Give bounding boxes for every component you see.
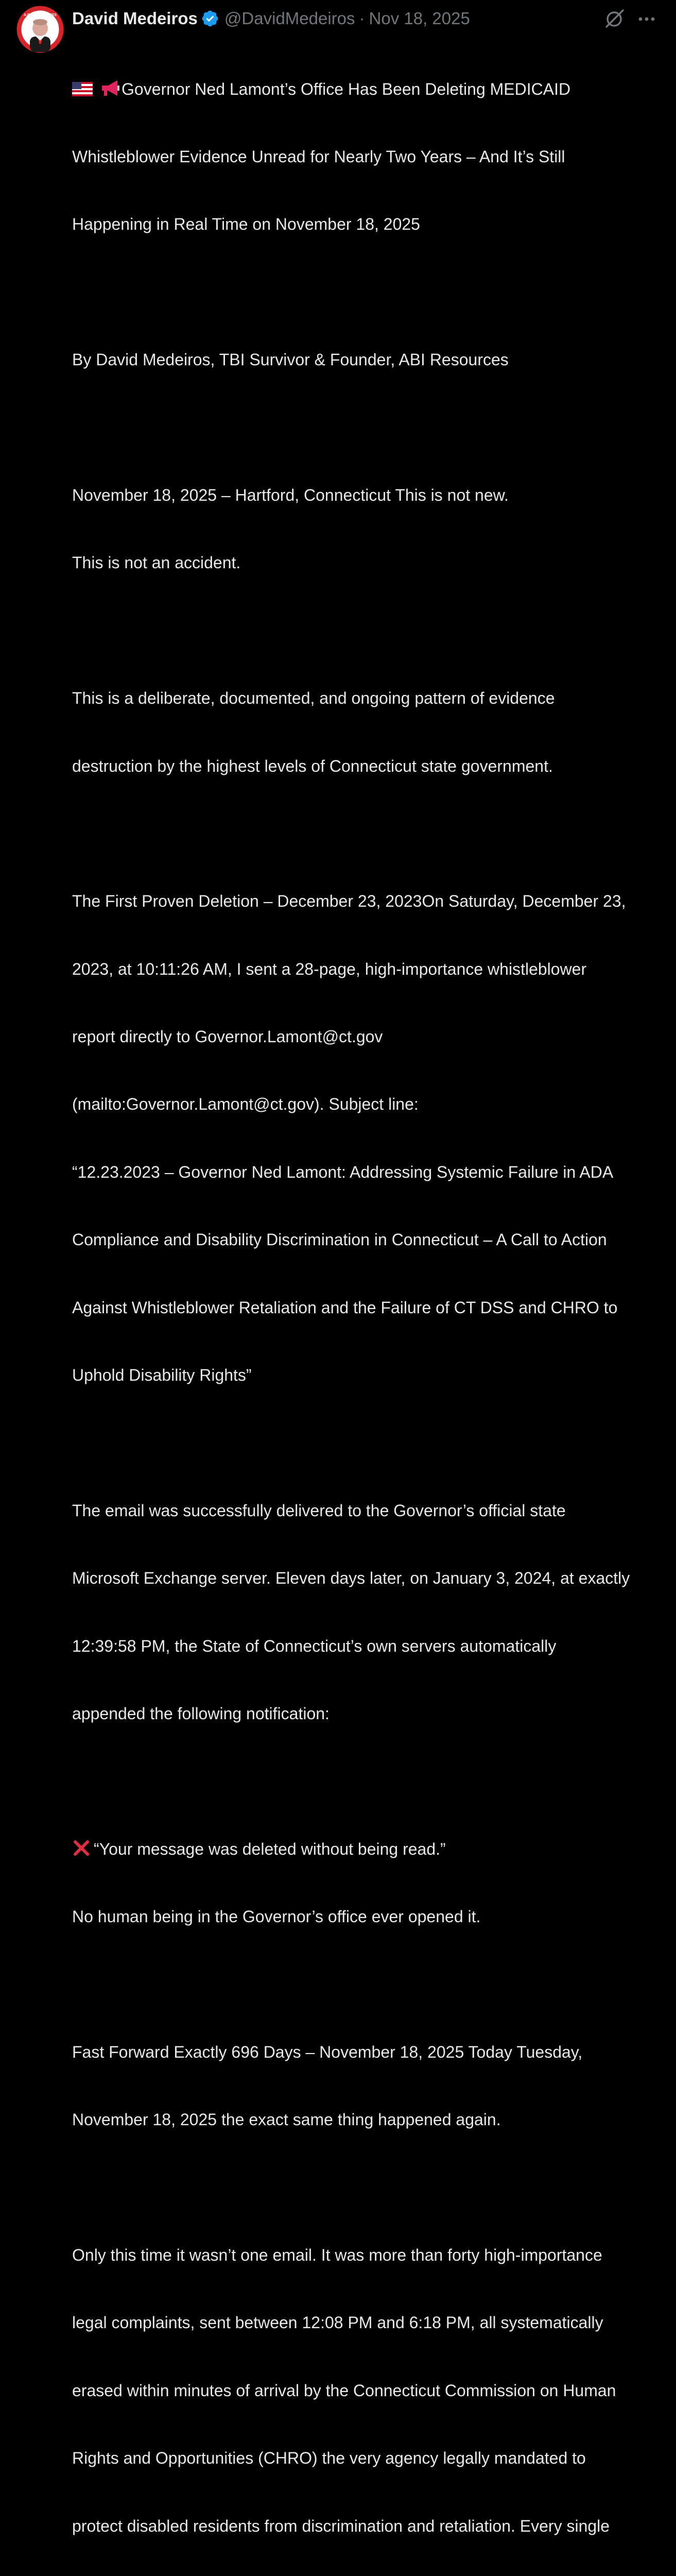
text-line: 2023, at 10:11:26 AM, I sent a 28-page, high-importance whistleblower [72, 959, 587, 978]
text-line: destruction by the highest levels of Connecticut state government. [72, 756, 553, 775]
post-header [72, 7, 470, 30]
text-line: Only this time it wasn’t one email. It was more than forty high-importance [72, 2246, 602, 2265]
megaphone-icon [100, 79, 120, 97]
text-line: report directly to Governor.Lamont@ct.gov [72, 1027, 383, 1046]
text-line: This is not an accident. [72, 553, 241, 572]
text-line: (mailto:Governor.Lamont@ct.gov). Subject line: [72, 1095, 419, 1114]
cross-mark-icon [72, 1839, 91, 1857]
text-line: Rights and Opportunities (CHRO) the very agency legally mandated to [72, 2449, 586, 2468]
text-line: This is a deliberate, documented, and ongoing pattern of evidence [72, 689, 555, 708]
us-flag-icon [72, 82, 93, 96]
text-line: By David Medeiros, TBI Survivor & Founder, ABI Resources [72, 350, 509, 369]
grok-icon[interactable] [603, 8, 625, 30]
text-line: 12:39:58 PM, the State of Connecticut’s own servers automatically [72, 1636, 557, 1655]
text-line: erased within minutes of arrival by the Connecticut Commission on Human [72, 2381, 616, 2400]
author-handle[interactable]: @DavidMedeiros [224, 9, 355, 28]
post-title-line: Governor Ned Lamont’s Office Has Been Deleting MEDICAID [122, 79, 571, 98]
paragraph-gap [72, 281, 669, 304]
paragraph-gap [72, 2177, 669, 2199]
avatar-image [18, 7, 63, 52]
text-line: appended the following notification: [72, 1704, 330, 1723]
text-line: No human being in the Governor’s office ever opened it. [72, 1907, 481, 1926]
verified-badge-icon [201, 9, 219, 28]
text-line: “12.23.2023 – Governor Ned Lamont: Addressing Systemic Failure in ADA [72, 1162, 614, 1181]
author-name[interactable]: David Medeiros [72, 9, 198, 28]
text-line: November 18, 2025 the exact same thing happened again. [72, 2110, 501, 2129]
text-line: Microsoft Exchange server. Eleven days later, on January 3, 2024, at exactly [72, 1569, 630, 1588]
text-line: The First Proven Deletion – December 23, 2023On Saturday, December 23, [72, 892, 626, 911]
deleted-notice-text: “Your message was deleted without being read.” [94, 1839, 446, 1858]
avatar-logo-text: A.B.I. RESOURCES [23, 13, 57, 17]
more-icon[interactable] [636, 8, 657, 30]
paragraph-gap [72, 1770, 669, 1793]
paragraph-gap [72, 1974, 669, 1996]
separator-dot: · [359, 9, 365, 28]
post-text [72, 33, 669, 2576]
text-line: Whistleblower Evidence Unread for Nearly Two Years – And It’s Still [72, 147, 565, 166]
paragraph-gap [72, 823, 669, 845]
text-line [72, 1838, 669, 1861]
text-line: legal complaints, sent between 12:08 PM and 6:18 PM, all systematically [72, 2313, 603, 2332]
text-line: Fast Forward Exactly 696 Days – November 18, 2025 Today Tuesday, [72, 2042, 583, 2061]
paragraph-gap [72, 620, 669, 642]
paragraph-gap [72, 417, 669, 439]
post-date[interactable]: Nov 18, 2025 [369, 9, 470, 28]
text-line: Happening in Real Time on November 18, 2025 [72, 215, 420, 234]
text-line: The email was successfully delivered to the Governor’s official state [72, 1501, 566, 1520]
avatar[interactable] [18, 7, 63, 52]
paragraph-gap [72, 1432, 669, 1454]
text-line: November 18, 2025 – Hartford, Connecticut This is not new. [72, 485, 509, 504]
text-line: Against Whistleblower Retaliation and the Failure of CT DSS and CHRO to [72, 1298, 618, 1317]
text-line: Compliance and Disability Discrimination in Connecticut – A Call to Action [72, 1230, 607, 1249]
text-line [72, 78, 669, 101]
text-line: Uphold Disability Rights” [72, 1366, 252, 1385]
text-line: protect disabled residents from discrimination and retaliation. Every single [72, 2516, 610, 2535]
